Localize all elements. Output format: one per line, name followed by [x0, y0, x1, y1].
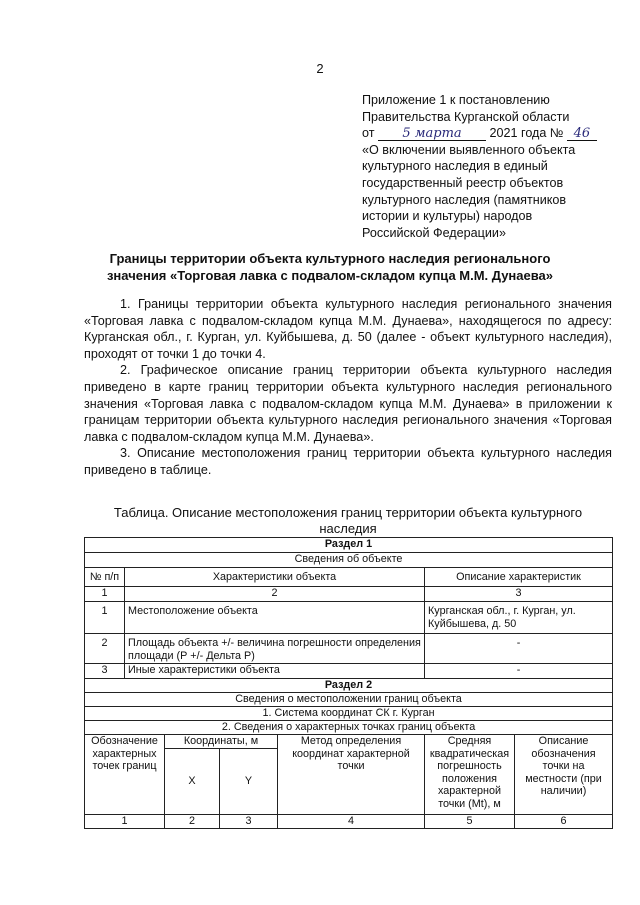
appendix-header — [362, 92, 632, 241]
s1-index-3: 3 — [425, 587, 613, 602]
title-line-1: Границы территории объекта культурного наследия регионального — [109, 251, 551, 266]
section1-subtitle: Сведения об объекте — [85, 553, 613, 568]
paragraph-1: 1. Границы территории объекта культурного наследия регионального значения «Торговая лавка с подвалом-складом купца М.М. Дунаева», находящегося по адресу: Курганская обл., г. Курган, ул. Куйбышева, д. 50 (далее - объект культурного наследия), проходят от точки 1 до точки 4. — [84, 297, 612, 361]
s2-index-3: 3 — [220, 815, 278, 829]
s2-index-6: 6 — [515, 815, 613, 829]
s1-row2-num: 2 — [85, 634, 125, 664]
appendix-line-4: «О включении выявленного объекта — [362, 142, 576, 157]
appendix-date-line — [362, 125, 632, 142]
points-info-title: 2. Сведения о характерных точках границ объекта — [85, 721, 613, 735]
paragraph-2: 2. Графическое описание границ территории объекта культурного наследия приведено в карте границ территории объекта культурного наследия регионального значения «Торговая лавка с подвалом-складом купца М.М. Дунаева» в приложении к границам территории объекта культурного наследия регионального значения «Торговая лавка с подвалом-складом купца М.М. Дунаева». — [84, 363, 612, 444]
paragraph-3: 3. Описание местоположения границ территории объекта культурного наследия приведено в таблице. — [84, 446, 612, 477]
header-characteristics: Характеристики объекта — [125, 568, 425, 587]
s1-row3-desc: - — [425, 664, 613, 679]
section2-title: Раздел 2 — [85, 679, 613, 693]
handwritten-number: 46 — [567, 127, 597, 141]
header-point-description: Описание обозначения точки на местности (при наличии) — [515, 735, 613, 815]
s1-row1-num: 1 — [85, 602, 125, 634]
header-mean-error: Средняя квадратическая погрешность положения характерной точки (Mt), м — [425, 735, 515, 815]
section2-subtitle: Сведения о местоположении границ объекта — [85, 693, 613, 707]
appendix-line-5: культурного наследия в единый — [362, 159, 548, 174]
header-y: Y — [220, 749, 278, 815]
s2-index-4: 4 — [278, 815, 425, 829]
year-text: 2021 года № — [489, 126, 564, 141]
header-method: Метод определения координат характерной точки — [278, 735, 425, 815]
body-text — [84, 296, 612, 479]
s1-row3-num: 3 — [85, 664, 125, 679]
appendix-line-2: Правительства Курганской области — [362, 109, 570, 124]
table-title: Таблица. Описание местоположения границ территории объекта культурного наследия — [113, 505, 583, 536]
handwritten-date: 5 марта — [378, 127, 486, 141]
appendix-line-1: Приложение 1 к постановлению — [362, 93, 550, 107]
document-title — [70, 251, 590, 285]
appendix-line-7: культурного наследия (памятников — [362, 192, 567, 207]
header-point-designation: Обозначение характерных точек границ — [85, 735, 165, 815]
header-coordinates: Координаты, м — [165, 735, 278, 749]
appendix-line-6: государственный реестр объектов — [362, 175, 564, 190]
appendix-line-8: истории и культуры) народов — [362, 209, 533, 224]
coordinate-system: 1. Система координат СК г. Курган — [85, 707, 613, 721]
s1-index-1: 1 — [85, 587, 125, 602]
s2-index-5: 5 — [425, 815, 515, 829]
boundary-table — [84, 537, 613, 829]
header-x: X — [165, 749, 220, 815]
date-prefix: от — [362, 126, 375, 141]
s1-row3-char: Иные характеристики объекта — [125, 664, 425, 679]
title-line-2: значения «Торговая лавка с подвалом-складом купца М.М. Дунаева» — [106, 267, 554, 283]
s1-row1-char: Местоположение объекта — [125, 602, 425, 634]
header-num: № п/п — [85, 568, 125, 587]
s1-row2-desc: - — [425, 634, 613, 664]
page-number: 2 — [316, 61, 324, 76]
header-description: Описание характеристик — [425, 568, 613, 587]
s2-index-2: 2 — [165, 815, 220, 829]
s1-index-2: 2 — [125, 587, 425, 602]
s1-row1-desc: Курганская обл., г. Курган, ул. Куйбышева, д. 50 — [425, 602, 613, 634]
section1-title: Раздел 1 — [85, 538, 613, 553]
appendix-line-9: Российской Федерации» — [362, 225, 506, 240]
s1-row2-char: Площадь объекта +/- величина погрешности определения площади (Р +/- Дельта Р) — [125, 634, 425, 664]
s2-index-1: 1 — [85, 815, 165, 829]
